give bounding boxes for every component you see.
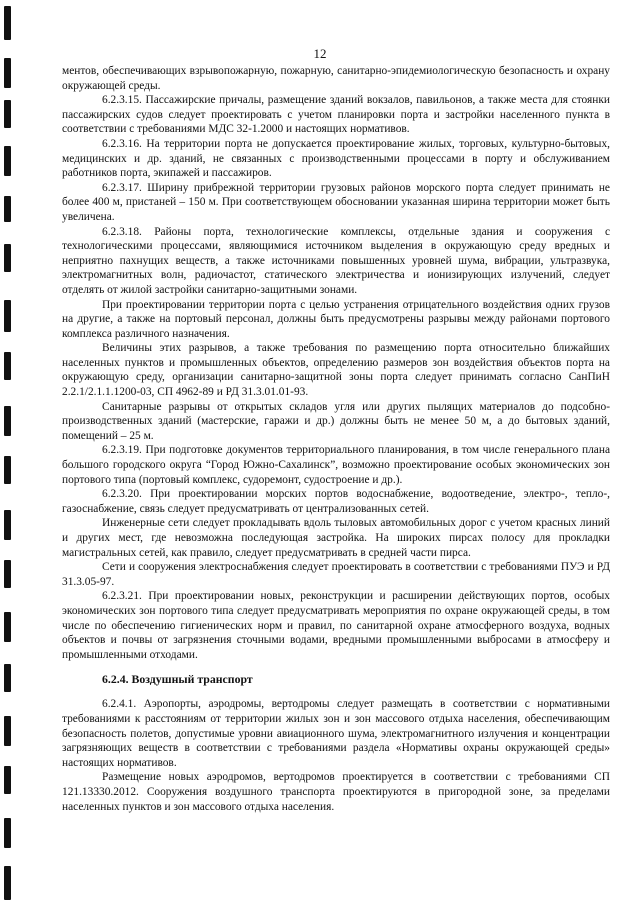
- paragraph: 6.2.3.19. При подготовке документов территориального планирования, в том числе генерального плана большого городского округа “Город Южно-Сахалинск”, возможно проектирование особых экономических зон портового типа (портовый комплекс, судоремонт, судостроение и др.).: [62, 444, 610, 486]
- binding-mark: [4, 244, 11, 272]
- paragraph-group-air-transport: [62, 697, 610, 814]
- paragraph: 6.2.3.20. При проектировании морских портов водоснабжение, водоотведение, электро-, тепло-, газоснабжение, связь следует предусматривать от централизованных сетей.: [62, 488, 610, 515]
- binding-mark: [4, 146, 11, 176]
- paragraph: При проектировании территории порта с целью устранения отрицательного воздействия одних грузов на другие, а также на портовый персонал, должны быть предусмотрены разрывы между районами портового комплекса различного назначения.: [62, 298, 610, 340]
- binding-mark: [4, 352, 11, 380]
- binding-mark: [4, 100, 11, 128]
- paragraph: 6.2.3.17. Ширину прибрежной территории грузовых районов морского порта следует принимать не более 400 м, пристаней – 150 м. При соответствующем обосновании указанная ширина территории может быть увеличена.: [62, 181, 610, 223]
- paragraph: Инженерные сети следует прокладывать вдоль тыловых автомобильных дорог с учетом красных линий и других мест, где невозможна последующая застройка. На широких пирсах полосу для прокладки магистральных сетей, как правило, следует предусматривать в средней части пирса.: [62, 517, 610, 559]
- binding-mark: [4, 456, 11, 484]
- section-heading: 6.2.4. Воздушный транспорт: [102, 672, 253, 687]
- paragraph: 6.2.4.1. Аэропорты, аэродромы, вертодромы следует размещать в соответствии с нормативными требованиями к расстояниям от территории жилых зон и зон массового отдыха населения, обеспечивающим безопасность полетов, допустимые уровни авиационного шума, электромагнитного излучения и концентрации загрязняющих веществ в соответствии с требованиями раздела «Нормативы охраны окружающей среды» настоящих нормативов.: [62, 698, 610, 769]
- binding-mark: [4, 866, 11, 900]
- binding-mark: [4, 664, 11, 692]
- binding-mark: [4, 818, 11, 848]
- binding-mark: [4, 612, 11, 642]
- document-body: [62, 64, 610, 814]
- binding-mark: [4, 300, 11, 332]
- binding-edge-marks: [0, 0, 16, 905]
- paragraph: Сети и сооружения электроснабжения следует проектировать в соответствии с требованиями ПУЭ и РД 31.3.05-97.: [62, 561, 610, 588]
- paragraph: 6.2.3.15. Пассажирские причалы, размещение зданий вокзалов, павильонов, а также места для стоянки пассажирских судов следует проектировать с учетом планировки порта и застройки населенного пункта в соответствии с требованиями МДС 32-1.2000 и настоящих нормативов.: [62, 94, 610, 136]
- page-number: 12: [313, 46, 327, 61]
- binding-mark: [4, 6, 11, 40]
- binding-mark: [4, 196, 11, 222]
- binding-mark: [4, 510, 11, 540]
- paragraph: Величины этих разрывов, а также требования по размещению порта относительно ближайших населенных пунктов и промышленных объектов, определению размеров зон воздействия объектов порта на окружающую среду, организации санитарно-защитной зоны порта следует принимать согласно СанПиН 2.2.1/2.1.1.1200-03, СП 4962-89 и РД 31.3.01.01-93.: [62, 342, 610, 399]
- paragraph: Санитарные разрывы от открытых складов угля или других пылящих материалов до подсобно-производственных зданий (мастерские, гаражи и др.) должны быть не менее 50 м, а до бытовых зданий, помещений – 25 м.: [62, 400, 610, 442]
- binding-mark: [4, 58, 11, 88]
- paragraph: 6.2.3.16. На территории порта не допускается проектирование жилых, торговых, культурно-бытовых, медицинских и др. зданий, не связанных с производственными процессами в порту и обслуживанием работников порта, экипажей и пассажиров.: [62, 137, 610, 180]
- paragraph: 6.2.3.21. При проектировании новых, реконструкции и расширении действующих портов, особых экономических зон портового типа следует предусматривать мероприятия по охране окружающей среды, в том числе по обеспечению гигиенических норм и правил, по санитарной охране атмосферного воздуха, водных объектов и почвы от загрязнения сточными водами, вредными промышленными выбросами в атмосферу и промышленными отходами.: [62, 590, 610, 661]
- binding-mark: [4, 406, 11, 436]
- binding-mark: [4, 560, 11, 588]
- paragraph: Размещение новых аэродромов, вертодромов проектируется в соответствии с требованиями СП 121.13330.2012. Сооружения воздушного транспорта проектируются в пригородной зоне, за пределами населенных пунктов и зон массового отдыха населения.: [62, 771, 610, 813]
- paragraph-group-ports: [62, 64, 610, 662]
- paragraph: ментов, обеспечивающих взрывопожарную, пожарную, санитарно-эпидемиологическую безопасность и охрану окружающей среды.: [62, 65, 610, 92]
- binding-mark: [4, 716, 11, 746]
- binding-mark: [4, 766, 11, 794]
- paragraph: 6.2.3.18. Районы порта, технологические комплексы, отдельные здания и сооружения с технологическими процессами, являющимися источником выделения в окружающую среду вредных и неприятно пахнущих веществ, а также источниками повышенных уровней шума, вибрации, ультразвука, электромагнитных волн, радиочастот, статического электричества и ионизирующих излучений, следует отделять от жилой застройки санитарно-защитными зонами.: [62, 225, 610, 296]
